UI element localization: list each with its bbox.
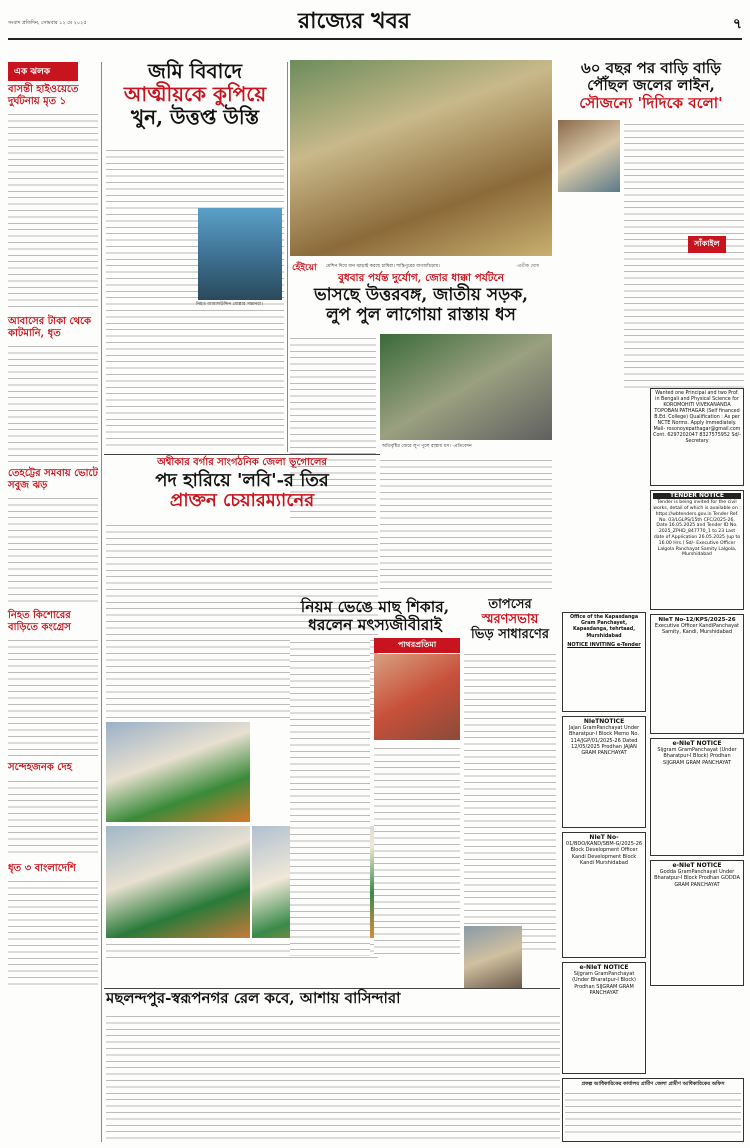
kapasdanga-notice xyxy=(562,612,646,712)
enit-godda-notice xyxy=(650,860,744,986)
brief-title-6: ধৃত ৩ বাংলাদেশি xyxy=(8,862,76,874)
govt-notice-text: প্রকল্প আধিকারিকের কার্যালয় গ্রামীণ জেলা গ্রামীণ আধিকারিকের অফিস xyxy=(581,1081,725,1087)
story-divider xyxy=(104,454,380,455)
brief-text-2 xyxy=(8,342,98,462)
left-brief-column xyxy=(8,62,98,1142)
story5-tag: পাথরপ্রতিমা xyxy=(374,638,460,653)
rally-photo-1 xyxy=(106,722,250,822)
story-water-line xyxy=(558,60,744,390)
enit1-text: Sijgram GramPanchayat (Under Bharatpur-I Block) Prodhan SIJGRAM GRAM PANCHAYAT xyxy=(657,747,737,766)
nit-jajan-notice xyxy=(562,716,646,828)
tender-notice-ad xyxy=(650,490,744,610)
story5-headline-2: ধরলেন মৎস্যজীবীরাই xyxy=(308,614,442,634)
story1-headline-1: জমি বিবাদে xyxy=(147,59,242,83)
victim-caption: নিহত জামালউদ্দিন মোল্লার সন্তানরা। xyxy=(196,302,263,307)
header-dateline: সংবাদ প্রতিদিন, সোমবার ১২ মে ২০২৫ xyxy=(8,20,87,26)
story2-headline-2: লুপ পুল লাগোয়া রাস্তায় ধস xyxy=(326,304,516,325)
story3-headline-1: ৬০ বছর পর বাড়ি বাড়ি xyxy=(581,59,721,77)
column-divider xyxy=(287,62,288,452)
brief-title-3: তেহট্টের সমবায় ভোটে সবুজ ঝড় xyxy=(8,468,98,491)
story2-caption: অতিবৃষ্টির জেরে লুপ পুলে রাস্তায় ধস। -প্রতিবেদন xyxy=(382,444,472,449)
brief-title-4: নিহত কিশোরের বাড়িতে কংগ্রেস xyxy=(8,610,71,633)
govt-notice-bottom xyxy=(562,1078,744,1142)
photo-credit: -প্রতীক ঘোষ xyxy=(516,264,540,269)
nit-kps-notice xyxy=(650,614,744,734)
story5-body xyxy=(290,638,370,956)
memorial-photo xyxy=(464,926,522,988)
story5-body-2 xyxy=(374,744,460,956)
wanted-ad xyxy=(650,388,744,486)
story7-headline: মছলন্দপুর-স্বরূপনগর রেল কবে, আশায় বাসিন্দারা xyxy=(106,989,401,1007)
story2-kicker: বুধবার পর্যন্ত দুর্যোগ, জোর ধাক্কা পর্যটনে xyxy=(337,272,504,284)
page-number: ৭ xyxy=(732,16,742,32)
brief-title-2: আবাসের টাকা থেকে কাটমানি, ধৃত xyxy=(8,316,92,339)
brief-tag: এক ঝলক xyxy=(8,62,78,81)
nit3-text: Executive Officer KandiPanchayat Samity, Kandi, Murshidabad xyxy=(654,623,740,636)
nit3-title: NIeT No-12/KPS/2025-26 xyxy=(658,617,736,623)
brief-text-6 xyxy=(8,877,98,987)
nit2-text: 01/BDO/KAND/SBM-G/2025-26 Block Development Officer Kandi Development Block Kandi Murshidabad xyxy=(565,841,643,866)
story2-body-2 xyxy=(380,456,552,594)
story3-headline-2: পৌঁছল জলের লাইন, xyxy=(587,76,715,95)
story4-kicker: অশ্বীকার বর্গার সাংগঠনিক জেলা ভূগোলের xyxy=(157,457,327,468)
photo-caption: মেশিন দিয়ে ধান ঝাড়াই করছে চাষিরা। শান্তিপুরের বাগআঁচড়ায়। xyxy=(326,264,440,269)
enit-sijgram-notice-1 xyxy=(650,738,744,856)
sidebar-tag: সাঁকাইল xyxy=(688,236,726,253)
story-north-bengal-flood xyxy=(290,272,552,452)
story7-body xyxy=(106,1012,560,1142)
fish-photo xyxy=(374,654,460,740)
story1-headline-3: খুন, উত্তপ্ত উস্তি xyxy=(131,105,259,129)
story6-body xyxy=(464,650,556,950)
nit2-title: NIeT No- xyxy=(589,834,619,841)
story-land-dispute xyxy=(106,60,284,452)
victim-photo xyxy=(198,208,282,300)
nit1-title: NIeTNOTICE xyxy=(583,718,625,725)
brief-text-3 xyxy=(8,494,98,604)
tender-text: Tender is being invited for the civil works, detail of which is available on : https://wbtenders.gov.in Tender Ref. No. 03/LGLPS/15th CFC/2025-26, Date 16.05.2025 and Tender ID No. 2025_ZPHD_847770_1 to 23 Last date of Application 26.05.2025 (up to 16.00 Hrs.) Sd/- Executive Officer Lalgola Panchayat Samity Lalgola, Murshidabad xyxy=(653,500,741,558)
story6-headline-2: স্মরণসভায় xyxy=(481,611,539,627)
nit-kandi-notice xyxy=(562,832,646,958)
govt-notice-body xyxy=(565,1089,741,1133)
story-fishing xyxy=(290,598,460,958)
kapasdanga-office: Office of the Kapasdanga Gram Panchayet, Kapasdanga, tehrtaad, Murshidabad xyxy=(569,615,639,639)
page-header xyxy=(8,6,742,40)
story4-headline-1: পদ হারিয়ে 'লবি'-র তির xyxy=(155,469,329,491)
story3-body xyxy=(624,120,744,390)
story2-headline-1: ভাসছে উত্তরবঙ্গ, জাতীয় সড়ক, xyxy=(313,285,529,306)
brief-text-4 xyxy=(8,636,98,756)
brief-text-5 xyxy=(8,777,98,857)
story6-headline-1: তাপসের xyxy=(488,597,532,612)
brief-text-1 xyxy=(8,110,98,310)
enit3-text: Godda GramPanchayat Under Bharatpur-I Block Prodhan GODDA GRAM PANCHAYAT xyxy=(654,869,740,888)
enit2-title: e-NIeT NOTICE xyxy=(579,964,629,971)
story1-headline-2: আত্মীয়কে কুপিয়ে xyxy=(123,82,267,106)
story4-headline-2: প্রাক্তন চেয়ারম্যানের xyxy=(169,490,315,512)
story3-headline-3: সৌজন্যে 'দিদিকে বলো' xyxy=(579,93,723,112)
story-memorial xyxy=(464,598,556,958)
enit1-title: e-NIeT NOTICE xyxy=(672,740,722,747)
enit3-title: e-NIeT NOTICE xyxy=(672,862,722,869)
enit2-text: Sijgram GramPanchayat (Under Bharatpur-I Block) Prodhan SIJGRAM GRAM PANCHAYAT xyxy=(572,971,636,996)
nit1-text: Jajan GramPanchayat Under Bharatpur-I Block Memo No. 114/JGP/01/2025-26 Dated 12/05/2025 Prodhan JAJAN GRAM PANCHAYAT xyxy=(568,725,640,757)
water-photo xyxy=(558,120,620,192)
story6-headline-3: ভিড় সাধারণের xyxy=(470,626,549,642)
wanted-ad-text: Wanted one Principal and two Prof. in Bengali and Physical Science for KOROMOHITI VIVEKANANDA TOPOBAN PATHAGAR (Self financed B.Ed. College) Qualification : As per NCTE Norms. Apply immediately. Mail- rosonoyepathagar@gmail.com Cont. 6297202047 8327575952 Sd/- Secretary xyxy=(653,391,741,444)
column-divider xyxy=(101,62,102,1142)
notice-inviting-title: NOTICE INVITING e-Tender xyxy=(567,641,641,648)
rally-photo-2 xyxy=(106,826,250,938)
brief-title-5: সন্দেহজনক দেহ xyxy=(8,762,72,773)
section-title: রাজ্যের খবর xyxy=(298,8,410,34)
story5-headline-1: নিয়ম ভেঙে মাছ শিকার, xyxy=(300,597,450,616)
landslide-photo xyxy=(380,334,552,440)
photo-tag: হেঁইয়ো xyxy=(292,263,317,273)
tender-title: TENDER NOTICE xyxy=(653,493,741,499)
enit-sijgram-notice-2 xyxy=(562,962,646,1074)
harvest-photo xyxy=(290,60,552,256)
brief-title-1: বাসন্তী হাইওয়েতে দুর্ঘটনায় মৃত ১ xyxy=(8,84,79,107)
